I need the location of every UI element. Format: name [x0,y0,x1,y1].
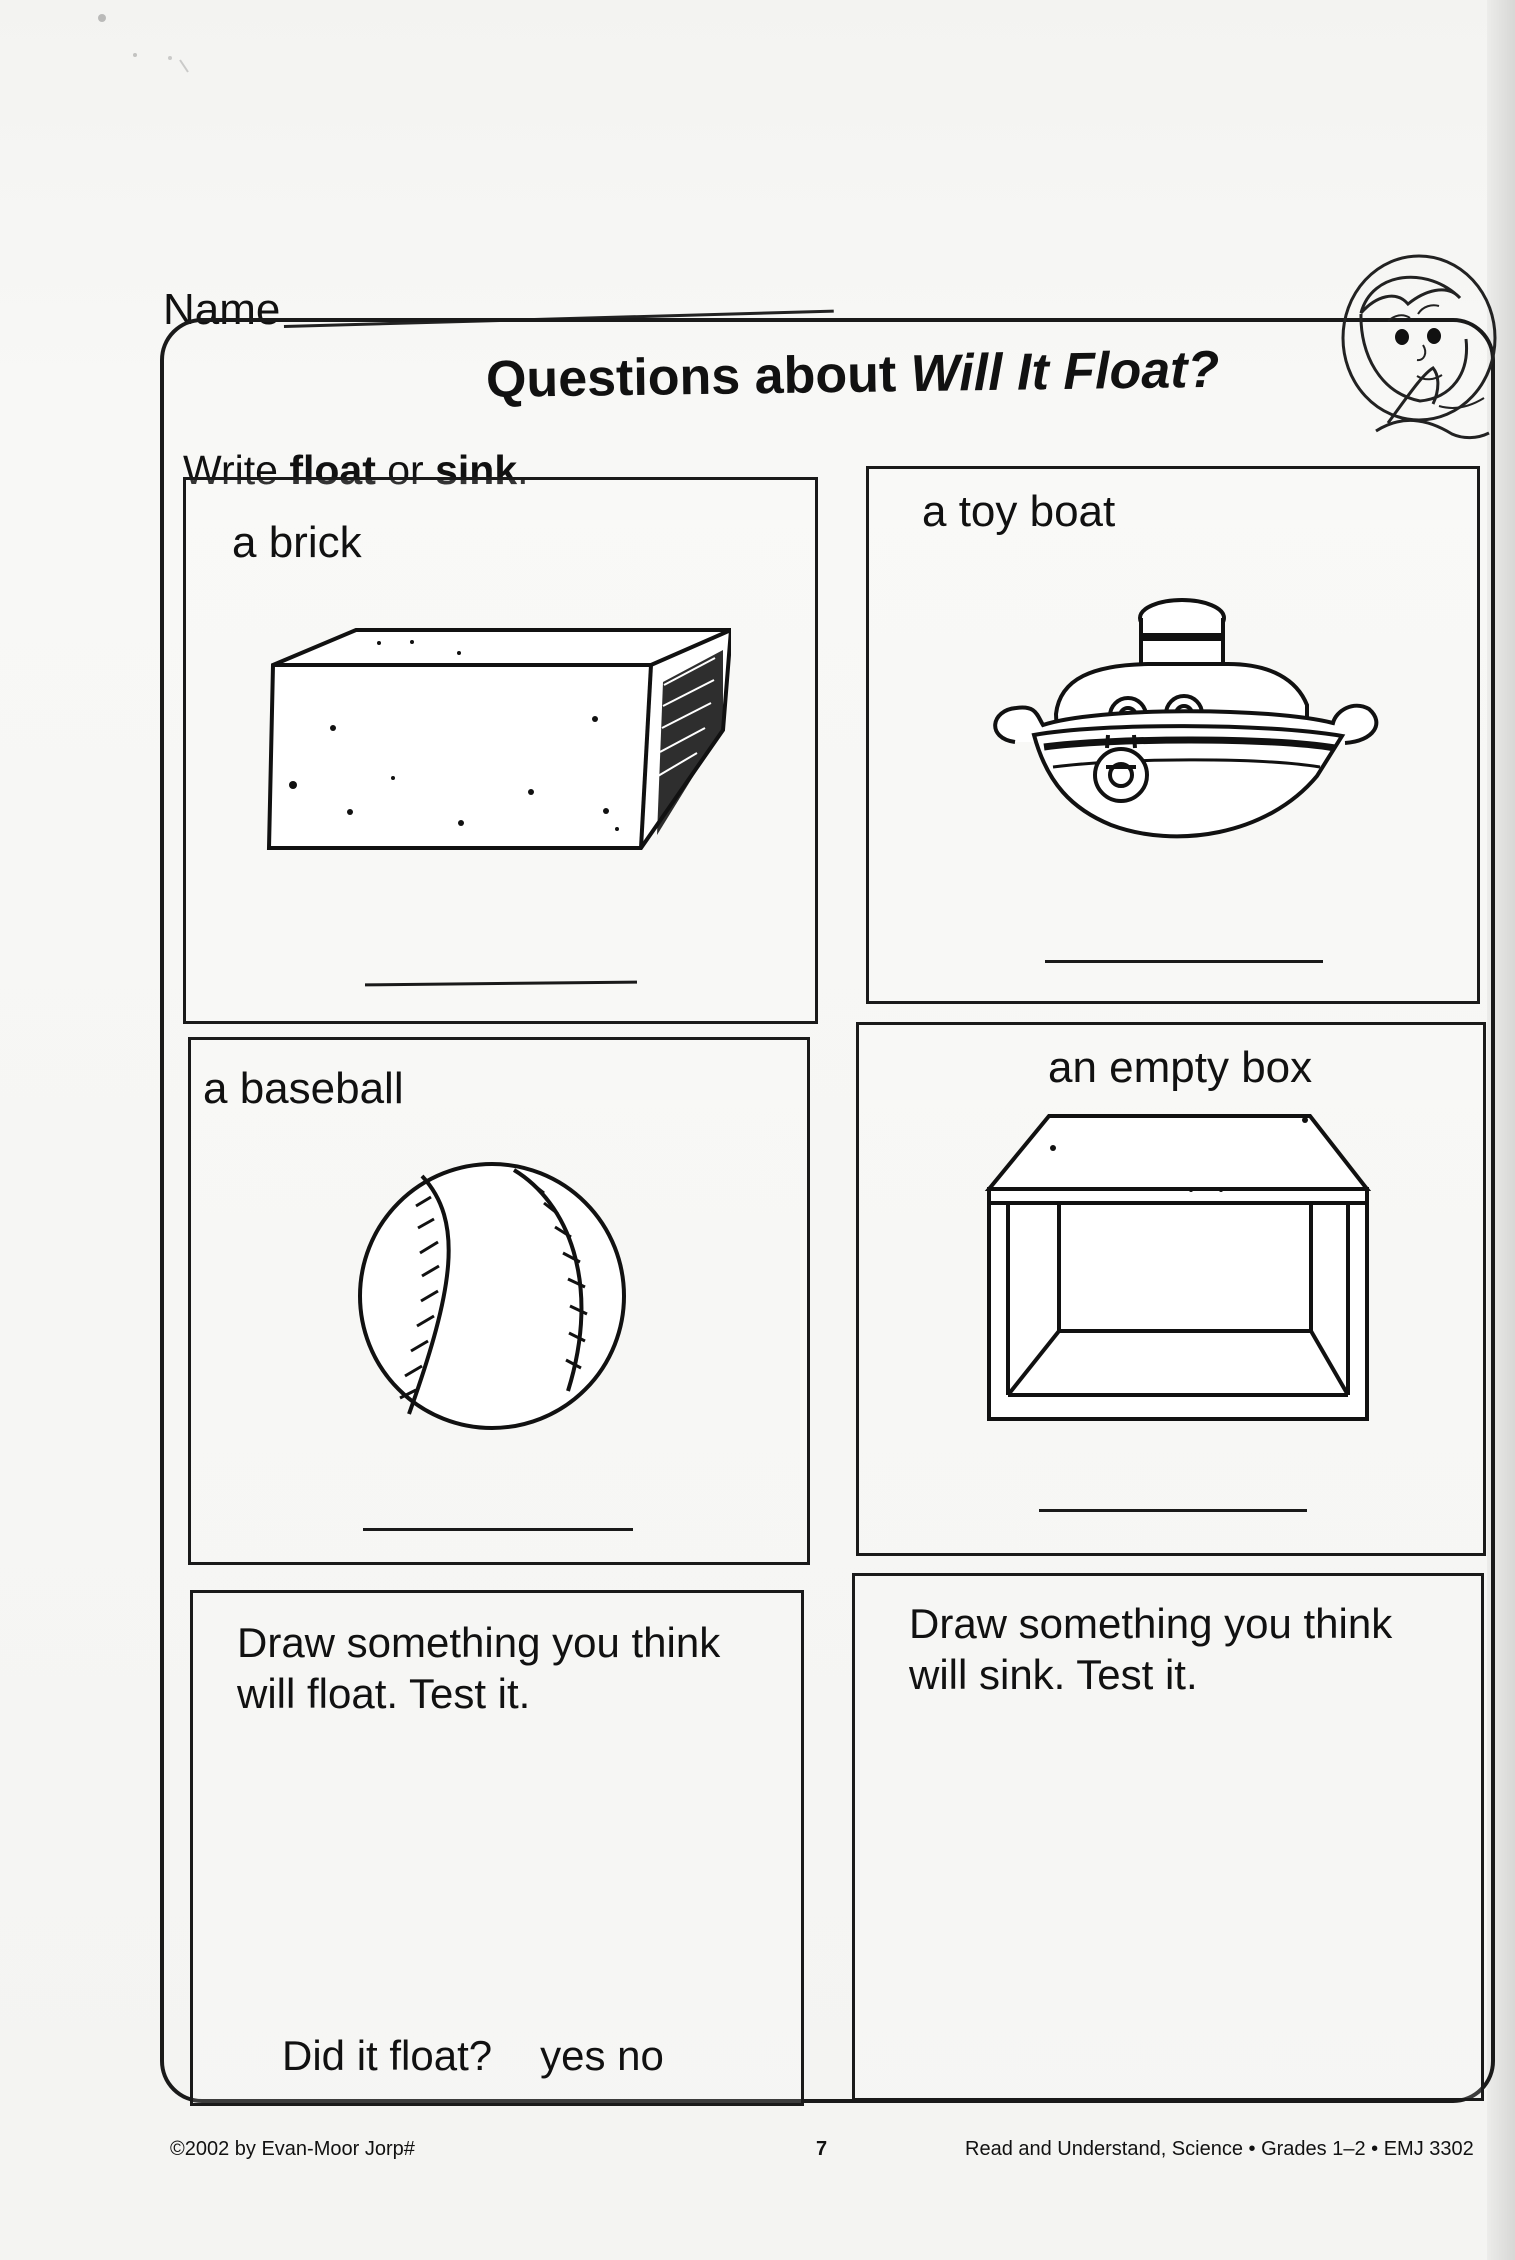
toy-boat-label: a toy boat [922,487,1116,536]
toy-boat-box [866,466,1480,1004]
empty-box-label: an empty box [1048,1043,1313,1092]
float-result-question [282,2032,664,2080]
empty-box-box [856,1022,1486,1556]
book-info-footer: Read and Understand, Science • Grades 1–2 • EMJ 3302 [965,2138,1474,2160]
instructions-sink-word: sink [435,447,518,493]
brick-box [183,477,818,1024]
toy-boat-answer-line[interactable] [1045,960,1323,963]
instructions-float-word: float [289,447,376,493]
printer-smudge [90,0,210,80]
instructions-middle: or [375,447,436,493]
copyright-footer: ©2002 by Evan-Moor Jorp# [170,2138,415,2160]
draw-float-instructions: Draw something you think will float. Test it. [237,1619,721,1718]
page-number: 7 [816,2138,828,2160]
baseball-icon [352,1158,632,1436]
baseball-answer-line[interactable] [363,1528,633,1531]
draw-sink-instructions: Draw something you think will sink. Test it. [909,1600,1393,1699]
thinking-child-mascot-icon [1330,248,1500,458]
draw-sink-box[interactable] [852,1573,1484,2101]
brick-answer-line[interactable] [365,981,637,987]
baseball-label: a baseball [203,1064,404,1113]
empty-box-icon [977,1107,1377,1427]
empty-box-answer-line[interactable] [1039,1509,1307,1512]
instructions-lead: Write [183,447,290,493]
page-title [486,340,1220,410]
instructions-end: . [517,447,529,493]
title-italic: Will It Float? [910,340,1220,404]
baseball-box [188,1037,810,1565]
brick-icon [261,610,731,870]
title-prefix: Questions about [485,345,912,409]
toy-boat-icon [981,587,1381,887]
name-label: Name [163,285,281,334]
draw-float-box[interactable] [190,1590,804,2106]
float-answer-options[interactable]: yes no [540,2032,664,2079]
float-question-prompt: Did it float? [282,2032,493,2079]
brick-label: a brick [232,518,362,567]
